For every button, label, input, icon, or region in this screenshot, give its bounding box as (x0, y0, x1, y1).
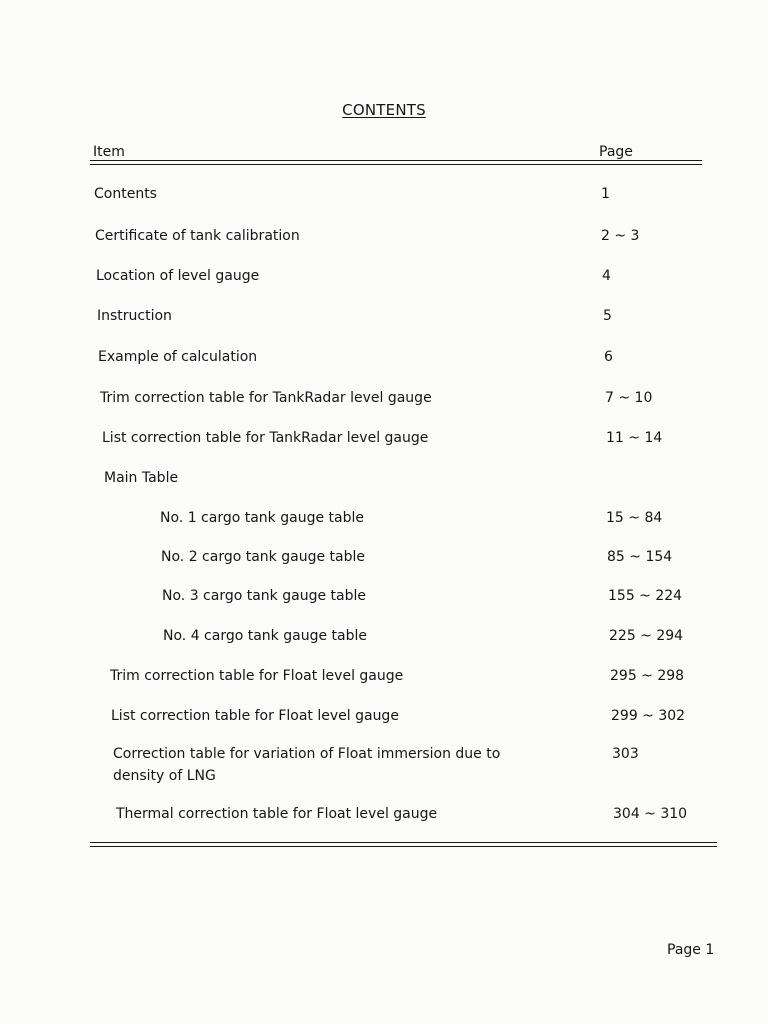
toc-entry-label: Thermal correction table for Float level gauge (116, 806, 438, 822)
toc-entry-page: 303 (612, 746, 639, 762)
page-number: Page 1 (667, 942, 715, 958)
toc-entry-page: 6 (604, 349, 613, 365)
toc-entry-label: Main Table (104, 470, 179, 486)
toc-entry-page: 4 (602, 268, 611, 284)
toc-entry-label: Trim correction table for TankRadar level gauge (100, 390, 432, 406)
footer-rule-bottom (90, 846, 717, 847)
toc-entry-label: List correction table for TankRadar level gauge (102, 430, 429, 446)
toc-entry-page: 1 (601, 186, 610, 202)
toc-entry-page: 304 ~ 310 (613, 806, 688, 822)
header-rule-bottom (90, 164, 702, 165)
toc-entry-page: 85 ~ 154 (607, 549, 673, 565)
toc-entry-page: 15 ~ 84 (606, 510, 663, 526)
toc-entry-label: Contents (94, 186, 157, 202)
toc-entry-page: 295 ~ 298 (610, 668, 685, 684)
toc-entry-page: 5 (603, 308, 612, 324)
toc-entry-label: Instruction (97, 308, 172, 324)
header-rule-top (90, 160, 702, 161)
toc-entry-page: 299 ~ 302 (611, 708, 686, 724)
toc-entry-label: Trim correction table for Float level gauge (110, 668, 404, 684)
toc-entry-label: Location of level gauge (96, 268, 260, 284)
toc-entry-page: 2 ~ 3 (601, 228, 640, 244)
toc-entry-label: Correction table for variation of Float immersion due to (113, 746, 501, 762)
column-header-item: Item (93, 144, 125, 160)
toc-entry-label: No. 3 cargo tank gauge table (162, 588, 366, 604)
toc-entry-label-continued: density of LNG (113, 768, 216, 784)
toc-entry-page: 11 ~ 14 (606, 430, 663, 446)
toc-entry-label: List correction table for Float level gauge (111, 708, 399, 724)
toc-entry-page: 225 ~ 294 (609, 628, 684, 644)
toc-entry-page: 7 ~ 10 (605, 390, 653, 406)
footer-rule-top (90, 842, 717, 843)
toc-entry-page: 155 ~ 224 (608, 588, 683, 604)
toc-entry-label: No. 1 cargo tank gauge table (160, 510, 364, 526)
toc-entry-label: Example of calculation (98, 349, 258, 365)
toc-entry-label: Certificate of tank calibration (95, 228, 300, 244)
toc-entry-label: No. 2 cargo tank gauge table (161, 549, 365, 565)
document-title: CONTENTS (342, 101, 426, 119)
toc-entry-label: No. 4 cargo tank gauge table (163, 628, 367, 644)
column-header-page: Page (599, 144, 633, 160)
